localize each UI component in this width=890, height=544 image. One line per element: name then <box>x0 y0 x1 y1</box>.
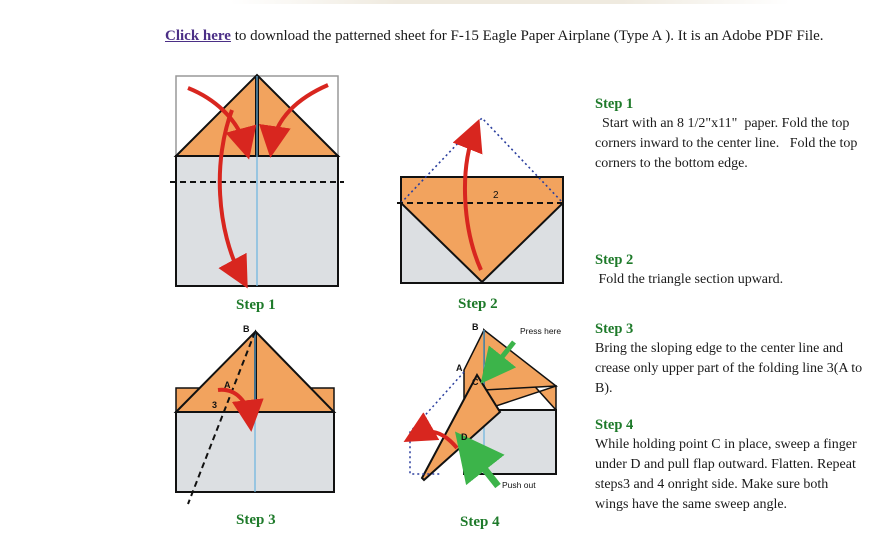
step3-caption: Step 3 <box>236 512 276 528</box>
point-a-label: A <box>224 380 231 390</box>
press-here-label: Press here <box>520 326 562 336</box>
point-a-label: A <box>456 363 463 373</box>
step4-caption: Step 4 <box>460 514 500 530</box>
step3-title: Step 3 <box>595 321 634 337</box>
fold-number-2: 2 <box>493 190 499 201</box>
step1-instructions <box>595 94 865 174</box>
step2-caption: Step 2 <box>458 296 498 312</box>
step1-title: Step 1 <box>595 96 634 112</box>
point-d-label: D <box>461 432 468 442</box>
step1-text: Start with an 8 1/2"x11" paper. Fold the top corners inward to the center line. Fold the top corners to the bottom edge. <box>595 116 861 171</box>
step4-diagram <box>402 320 580 510</box>
download-link[interactable]: Click here <box>165 28 231 44</box>
step3-diagram <box>166 322 351 507</box>
fold-number-3: 3 <box>212 400 218 410</box>
download-intro-text: to download the patterned sheet for F-15 Eagle Paper Airplane (Type A ). It is an Adobe PDF File. <box>230 28 824 44</box>
step2-text: Fold the triangle section upward. <box>595 272 784 287</box>
step4-instructions <box>595 415 865 515</box>
step1-diagram <box>168 70 348 292</box>
push-out-label: Push out <box>502 480 536 490</box>
right-flap-upper <box>484 330 556 390</box>
step2-title: Step 2 <box>595 252 634 268</box>
right-flap <box>256 332 334 412</box>
step3-instructions <box>595 319 865 399</box>
step4-title: Step 4 <box>595 417 634 433</box>
point-b-label: B <box>243 324 250 334</box>
top-decor-line <box>230 0 790 4</box>
step2-instructions <box>595 250 865 290</box>
point-c-label: C <box>472 377 479 387</box>
step2-diagram <box>393 110 573 290</box>
step4-text: While holding point C in place, sweep a finger under D and pull flap outward. Flatten. Repeat steps3 and 4 onright side. Make sure both wings have the same sweep angle. <box>595 437 857 512</box>
download-intro <box>165 28 824 45</box>
step3-text: Bring the sloping edge to the center line and crease only upper part of the folding line 3(A to B). <box>595 341 863 396</box>
point-b-label: B <box>472 322 479 332</box>
step1-caption: Step 1 <box>236 297 276 313</box>
